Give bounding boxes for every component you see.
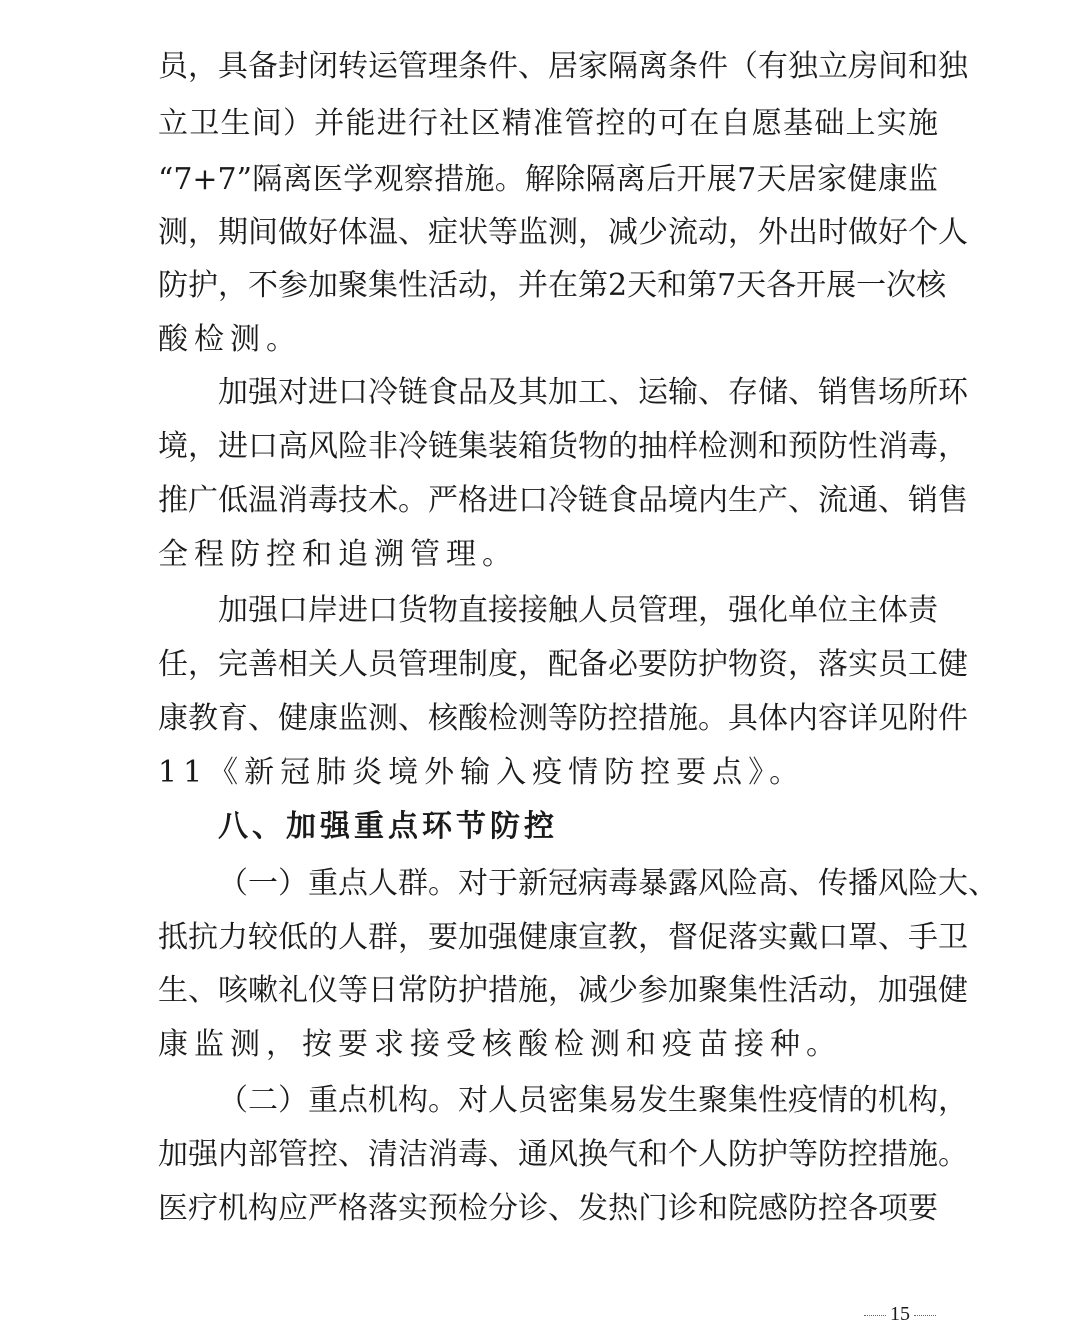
text-line: 生、咳嗽礼仪等日常防护措施，减少参加聚集性活动，加强健: [158, 973, 968, 1008]
text-line: 加强内部管控、清洁消毒、通风换气和个人防护等防控措施。: [158, 1137, 968, 1172]
page-number-dash-right: [914, 1315, 936, 1316]
text-line: 医疗机构应严格落实预检分诊、发热门诊和院感防控各项要: [158, 1191, 938, 1226]
text-line: 抵抗力较低的人群，要加强健康宣教，督促落实戴口罩、手卫: [158, 920, 968, 955]
section-heading: 八、加强重点环节防控: [218, 809, 558, 844]
paragraph-first-line: 加强对进口冷链食品及其加工、运输、存储、销售场所环: [218, 375, 968, 410]
text-line: 推广低温消毒技术。严格进口冷链食品境内生产、流通、销售: [158, 483, 968, 518]
text-line: 酸检测。: [158, 322, 302, 357]
text-line: 境，进口高风险非冷链集装箱货物的抽样检测和预防性消毒，: [158, 429, 968, 464]
text-line: 全程防控和追溯管理。: [158, 537, 518, 572]
text-line: 立卫生间）并能进行社区精准管控的可在自愿基础上实施: [158, 106, 938, 141]
text-line: 员，具备封闭转运管理条件、居家隔离条件（有独立房间和独: [158, 49, 968, 84]
text-line: 任，完善相关人员管理制度，配备必要防护物资，落实员工健: [158, 647, 968, 682]
text-line: 康监测，按要求接受核酸检测和疫苗接种。: [158, 1027, 842, 1062]
text-line: “7+7”隔离医学观察措施。解除隔离后开展7天居家健康监: [158, 162, 938, 197]
page-number-value: 15: [890, 1303, 910, 1325]
page-number-dash-left: [864, 1315, 886, 1316]
text-line: 防护，不参加聚集性活动，并在第2天和第7天各开展一次核: [158, 268, 947, 303]
text-line: 11《新冠肺炎境外输入疫情防控要点》。: [158, 755, 806, 790]
paragraph-first-line: 加强口岸进口货物直接接触人员管理，强化单位主体责: [218, 593, 938, 628]
paragraph-first-line: （一）重点人群。对于新冠病毒暴露风险高、传播风险大、: [218, 866, 998, 901]
text-line: 康教育、健康监测、核酸检测等防控措施。具体内容详见附件: [158, 701, 968, 736]
paragraph-first-line: （二）重点机构。对人员密集易发生聚集性疫情的机构，: [218, 1083, 968, 1118]
text-line: 测，期间做好体温、症状等监测，减少流动，外出时做好个人: [158, 215, 968, 250]
page-number: [860, 1302, 940, 1326]
